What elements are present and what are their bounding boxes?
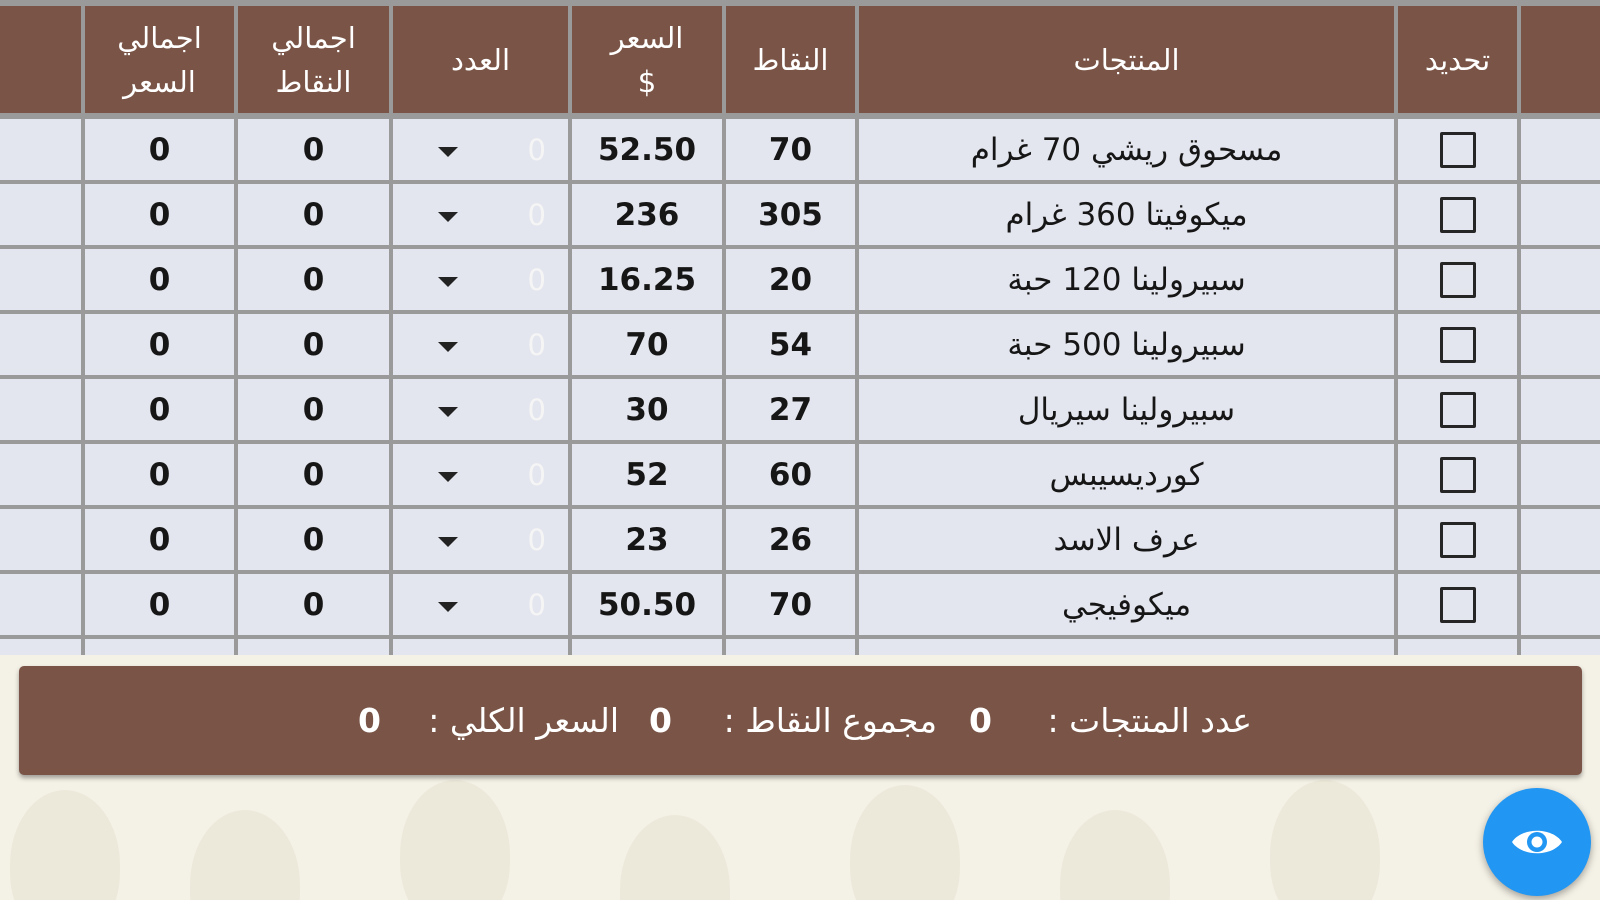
row-total-price: 0 [148,326,171,363]
header-total-price-line2: السعر [123,64,196,99]
product-name: مسحوق ريشي 70 غرام [970,131,1283,168]
row-total-points: 0 [302,391,325,428]
dropdown-arrow-icon[interactable] [438,472,458,482]
header-points [726,6,855,113]
quantity-value: 0 [527,457,546,492]
quantity-dropdown[interactable] [393,119,568,180]
row-checkbox[interactable] [1440,587,1476,623]
header-total-points [238,6,389,113]
header-points-label: النقاط [752,42,829,77]
quantity-value: 0 [527,587,546,622]
row-cell-points [726,379,855,440]
header-price-label: السعر [610,20,684,55]
row-cell-qty[interactable] [393,509,568,570]
row-total-points: 0 [302,521,325,558]
header-products-label: المنتجات [1073,42,1180,77]
row-total-points: 0 [302,131,325,168]
row-cell-points [726,119,855,180]
row-cell-total-points [238,314,389,375]
row-cell-products [859,509,1394,570]
summary-bar [19,666,1582,775]
row-cell-spacer-left [0,574,81,635]
row-cell-products [859,184,1394,245]
row-cell-price [572,119,722,180]
quantity-dropdown[interactable] [393,509,568,570]
row-total-price: 0 [148,456,171,493]
row-cell-qty[interactable] [393,444,568,505]
row-checkbox[interactable] [1440,522,1476,558]
row-cell-total-price [85,249,234,310]
product-name: عرف الاسد [1053,521,1200,558]
product-name: كورديسيبس [1049,456,1204,493]
row-cell-spacer-right [1521,119,1600,180]
header-total-price [85,6,234,113]
row-cell-partial [859,639,1394,655]
product-points: 70 [768,131,813,168]
row-cell-spacer-left [0,314,81,375]
product-price: 236 [614,196,680,233]
header-total-points-line2: النقاط [275,64,352,99]
row-cell-products [859,379,1394,440]
points-sum-value: 0 [649,701,672,740]
row-total-price: 0 [148,261,171,298]
row-checkbox[interactable] [1440,197,1476,233]
product-points: 60 [768,456,813,493]
header-total-points-line1: اجمالي [271,20,356,55]
row-cell-total-points [238,379,389,440]
product-points: 70 [768,586,813,623]
row-cell-spacer-left [0,379,81,440]
row-cell-price [572,574,722,635]
row-total-points: 0 [302,326,325,363]
quantity-value: 0 [527,132,546,167]
total-price-label: السعر الكلي : [428,701,619,740]
dropdown-arrow-icon[interactable] [438,342,458,352]
row-checkbox[interactable] [1440,132,1476,168]
row-cell-qty[interactable] [393,119,568,180]
row-cell-partial [85,639,234,655]
row-checkbox[interactable] [1440,327,1476,363]
row-cell-select[interactable] [1398,379,1517,440]
row-cell-price [572,184,722,245]
quantity-dropdown[interactable] [393,574,568,635]
product-price: 30 [625,391,669,428]
row-cell-spacer-right [1521,314,1600,375]
header-select-label: تحديد [1424,42,1491,77]
row-cell-total-points [238,574,389,635]
header-price [572,6,722,113]
quantity-dropdown[interactable] [393,249,568,310]
row-cell-products [859,119,1394,180]
row-cell-points [726,249,855,310]
row-checkbox[interactable] [1440,457,1476,493]
row-total-price: 0 [148,391,171,428]
row-checkbox[interactable] [1440,392,1476,428]
row-cell-select[interactable] [1398,444,1517,505]
row-cell-price [572,509,722,570]
product-name: سبيرولينا سيريال [1017,391,1236,428]
product-points: 20 [768,261,813,298]
row-total-points: 0 [302,586,325,623]
dropdown-arrow-icon[interactable] [438,407,458,417]
quantity-value: 0 [527,197,546,232]
background-pattern [0,770,1600,900]
row-cell-select[interactable] [1398,184,1517,245]
row-cell-qty[interactable] [393,379,568,440]
quantity-dropdown[interactable] [393,314,568,375]
header-spacer-left [0,6,81,113]
quantity-value: 0 [527,327,546,362]
dropdown-arrow-icon[interactable] [438,277,458,287]
row-cell-partial [238,639,389,655]
product-name: ميكوفيتا 360 غرام [1005,196,1248,233]
header-select [1398,6,1517,113]
row-total-points: 0 [302,196,325,233]
row-cell-qty[interactable] [393,249,568,310]
eye-icon [1510,824,1564,860]
points-sum-label: مجموع النقاط : [723,701,937,740]
row-cell-spacer-right [1521,574,1600,635]
product-name: ميكوفيجي [1061,586,1192,623]
row-cell-points [726,574,855,635]
row-cell-spacer-left [0,509,81,570]
product-name: سبيرولينا 120 حبة [1007,261,1246,298]
row-cell-spacer-left [0,249,81,310]
dropdown-arrow-icon[interactable] [438,212,458,222]
header-price-currency: $ [637,64,657,99]
row-cell-partial [726,639,855,655]
row-total-points: 0 [302,456,325,493]
row-cell-spacer-left [0,184,81,245]
row-cell-total-price [85,574,234,635]
quantity-dropdown[interactable] [393,379,568,440]
product-name: سبيرولينا 500 حبة [1007,326,1246,363]
row-cell-spacer-left [0,444,81,505]
dropdown-arrow-icon[interactable] [438,602,458,612]
row-cell-points [726,314,855,375]
row-cell-price [572,314,722,375]
quantity-dropdown[interactable] [393,184,568,245]
quantity-value: 0 [527,522,546,557]
row-cell-spacer-right [1521,509,1600,570]
product-price: 70 [625,326,669,363]
row-cell-partial [0,639,81,655]
row-cell-points [726,444,855,505]
row-cell-total-price [85,119,234,180]
row-total-price: 0 [148,131,171,168]
view-button[interactable] [1483,788,1591,896]
row-cell-partial [393,639,568,655]
header-qty [393,6,568,113]
row-cell-spacer-left [0,119,81,180]
header-quantity-label: العدد [450,42,511,77]
row-cell-qty[interactable] [393,574,568,635]
product-points: 26 [768,521,813,558]
header-total-price-line1: اجمالي [117,20,202,55]
row-cell-spacer-right [1521,184,1600,245]
row-cell-points [726,184,855,245]
row-cell-total-points [238,119,389,180]
product-price: 52.50 [597,131,697,168]
row-cell-total-points [238,444,389,505]
header-products [859,6,1394,113]
row-cell-spacer-right [1521,379,1600,440]
row-cell-partial [572,639,722,655]
row-cell-total-points [238,249,389,310]
product-points: 54 [768,326,813,363]
quantity-value: 0 [527,392,546,427]
row-cell-total-points [238,184,389,245]
row-cell-total-price [85,379,234,440]
row-cell-select[interactable] [1398,314,1517,375]
product-points: 305 [758,196,823,233]
row-total-price: 0 [148,586,171,623]
products-count-value: 0 [969,701,992,740]
row-cell-select[interactable] [1398,119,1517,180]
quantity-dropdown[interactable] [393,444,568,505]
row-cell-price [572,249,722,310]
row-cell-total-price [85,314,234,375]
row-total-price: 0 [148,521,171,558]
product-price: 16.25 [597,261,697,298]
row-cell-total-points [238,509,389,570]
product-price: 50.50 [597,586,697,623]
row-cell-products [859,444,1394,505]
total-price-value: 0 [358,701,381,740]
row-cell-select[interactable] [1398,249,1517,310]
row-total-price: 0 [148,196,171,233]
row-cell-total-price [85,184,234,245]
row-cell-price [572,444,722,505]
row-checkbox[interactable] [1440,262,1476,298]
row-cell-select[interactable] [1398,509,1517,570]
row-cell-partial [1398,639,1517,655]
header-spacer-right [1521,6,1600,113]
product-price: 52 [625,456,669,493]
row-cell-products [859,574,1394,635]
row-cell-total-price [85,444,234,505]
row-cell-partial [1521,639,1600,655]
row-cell-spacer-right [1521,249,1600,310]
row-cell-products [859,249,1394,310]
row-cell-select[interactable] [1398,574,1517,635]
row-cell-qty[interactable] [393,314,568,375]
dropdown-arrow-icon[interactable] [438,537,458,547]
row-cell-spacer-right [1521,444,1600,505]
row-cell-price [572,379,722,440]
quantity-value: 0 [527,262,546,297]
products-count-label: عدد المنتجات : [1047,701,1252,740]
row-cell-total-price [85,509,234,570]
row-cell-points [726,509,855,570]
row-cell-qty[interactable] [393,184,568,245]
product-price: 23 [625,521,669,558]
row-cell-products [859,314,1394,375]
product-points: 27 [768,391,813,428]
row-total-points: 0 [302,261,325,298]
dropdown-arrow-icon[interactable] [438,147,458,157]
